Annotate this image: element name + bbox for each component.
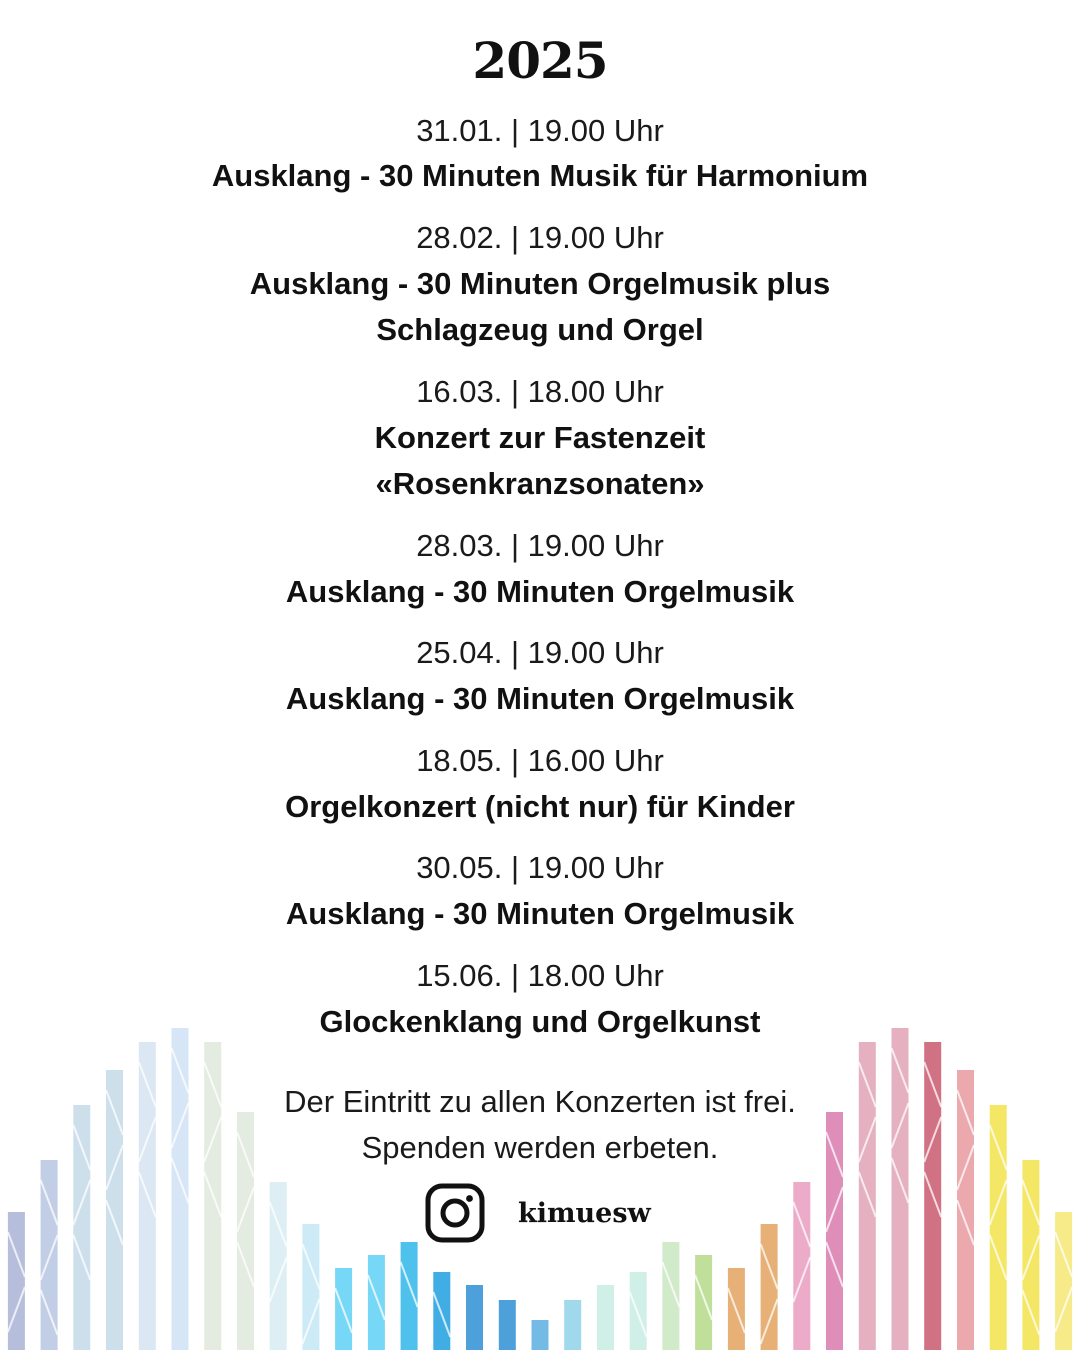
organ-pipe-bar bbox=[302, 1224, 319, 1350]
event-title: Schlagzeug und Orgel bbox=[376, 312, 704, 347]
organ-pipe-bar bbox=[761, 1224, 778, 1350]
organ-pipe-bar bbox=[1022, 1160, 1039, 1350]
event-date: 15.06. | 18.00 Uhr bbox=[416, 958, 664, 993]
organ-pipe-bar bbox=[368, 1255, 385, 1350]
organ-pipe-bar bbox=[433, 1272, 450, 1350]
organ-pipe-bar bbox=[8, 1212, 25, 1350]
organ-pipe-bar bbox=[172, 1028, 189, 1350]
year-heading: 2025 bbox=[472, 31, 608, 90]
instagram-link[interactable] bbox=[424, 1182, 651, 1244]
event-title: Ausklang - 30 Minuten Musik für Harmonium bbox=[211, 158, 869, 193]
organ-pipe-bar bbox=[597, 1285, 614, 1350]
organ-pipe-bar bbox=[270, 1182, 287, 1350]
organ-pipe-bar bbox=[41, 1160, 58, 1350]
organ-pipe-bar bbox=[892, 1028, 909, 1350]
organ-pipe-bar bbox=[466, 1285, 483, 1350]
event-title: Glockenklang und Orgelkunst bbox=[319, 1004, 761, 1039]
event-title: Ausklang - 30 Minuten Orgelmusik bbox=[285, 681, 795, 716]
event-date: 28.02. | 19.00 Uhr bbox=[416, 220, 664, 255]
organ-pipe-bar bbox=[662, 1242, 679, 1350]
event-title: Orgelkonzert (nicht nur) für Kinder bbox=[285, 789, 795, 824]
event-title: Ausklang - 30 Minuten Orgelmusik bbox=[285, 574, 795, 609]
organ-pipe-bar bbox=[630, 1272, 647, 1350]
event-date: 28.03. | 19.00 Uhr bbox=[416, 528, 664, 563]
organ-pipe-bar bbox=[1055, 1212, 1072, 1350]
organ-pipe-bar bbox=[695, 1255, 712, 1350]
event-date: 31.01. | 19.00 Uhr bbox=[416, 113, 664, 148]
organ-pipe-bar bbox=[401, 1242, 418, 1350]
event-title: Konzert zur Fastenzeit bbox=[374, 420, 706, 455]
organ-pipe-bar bbox=[335, 1268, 352, 1350]
organ-pipe-bar bbox=[499, 1300, 516, 1350]
organ-pipe-bar bbox=[532, 1320, 549, 1350]
instagram-icon bbox=[424, 1182, 486, 1244]
event-title: Ausklang - 30 Minuten Orgelmusik bbox=[285, 896, 795, 931]
event-date: 30.05. | 19.00 Uhr bbox=[416, 850, 664, 885]
event-title: «Rosenkranzsonaten» bbox=[375, 466, 705, 501]
event-date: 25.04. | 19.00 Uhr bbox=[416, 635, 664, 670]
admission-note: Der Eintritt zu allen Konzerten ist frei. bbox=[284, 1084, 796, 1119]
event-date: 16.03. | 18.00 Uhr bbox=[416, 374, 664, 409]
instagram-handle: kimuesw bbox=[518, 1197, 651, 1229]
event-date: 18.05. | 16.00 Uhr bbox=[416, 743, 664, 778]
organ-pipe-bar bbox=[793, 1182, 810, 1350]
organ-pipe-bar bbox=[564, 1300, 581, 1350]
donation-note: Spenden werden erbeten. bbox=[361, 1130, 719, 1165]
event-title: Ausklang - 30 Minuten Orgelmusik plus bbox=[249, 266, 831, 301]
organ-pipe-bar bbox=[728, 1268, 745, 1350]
